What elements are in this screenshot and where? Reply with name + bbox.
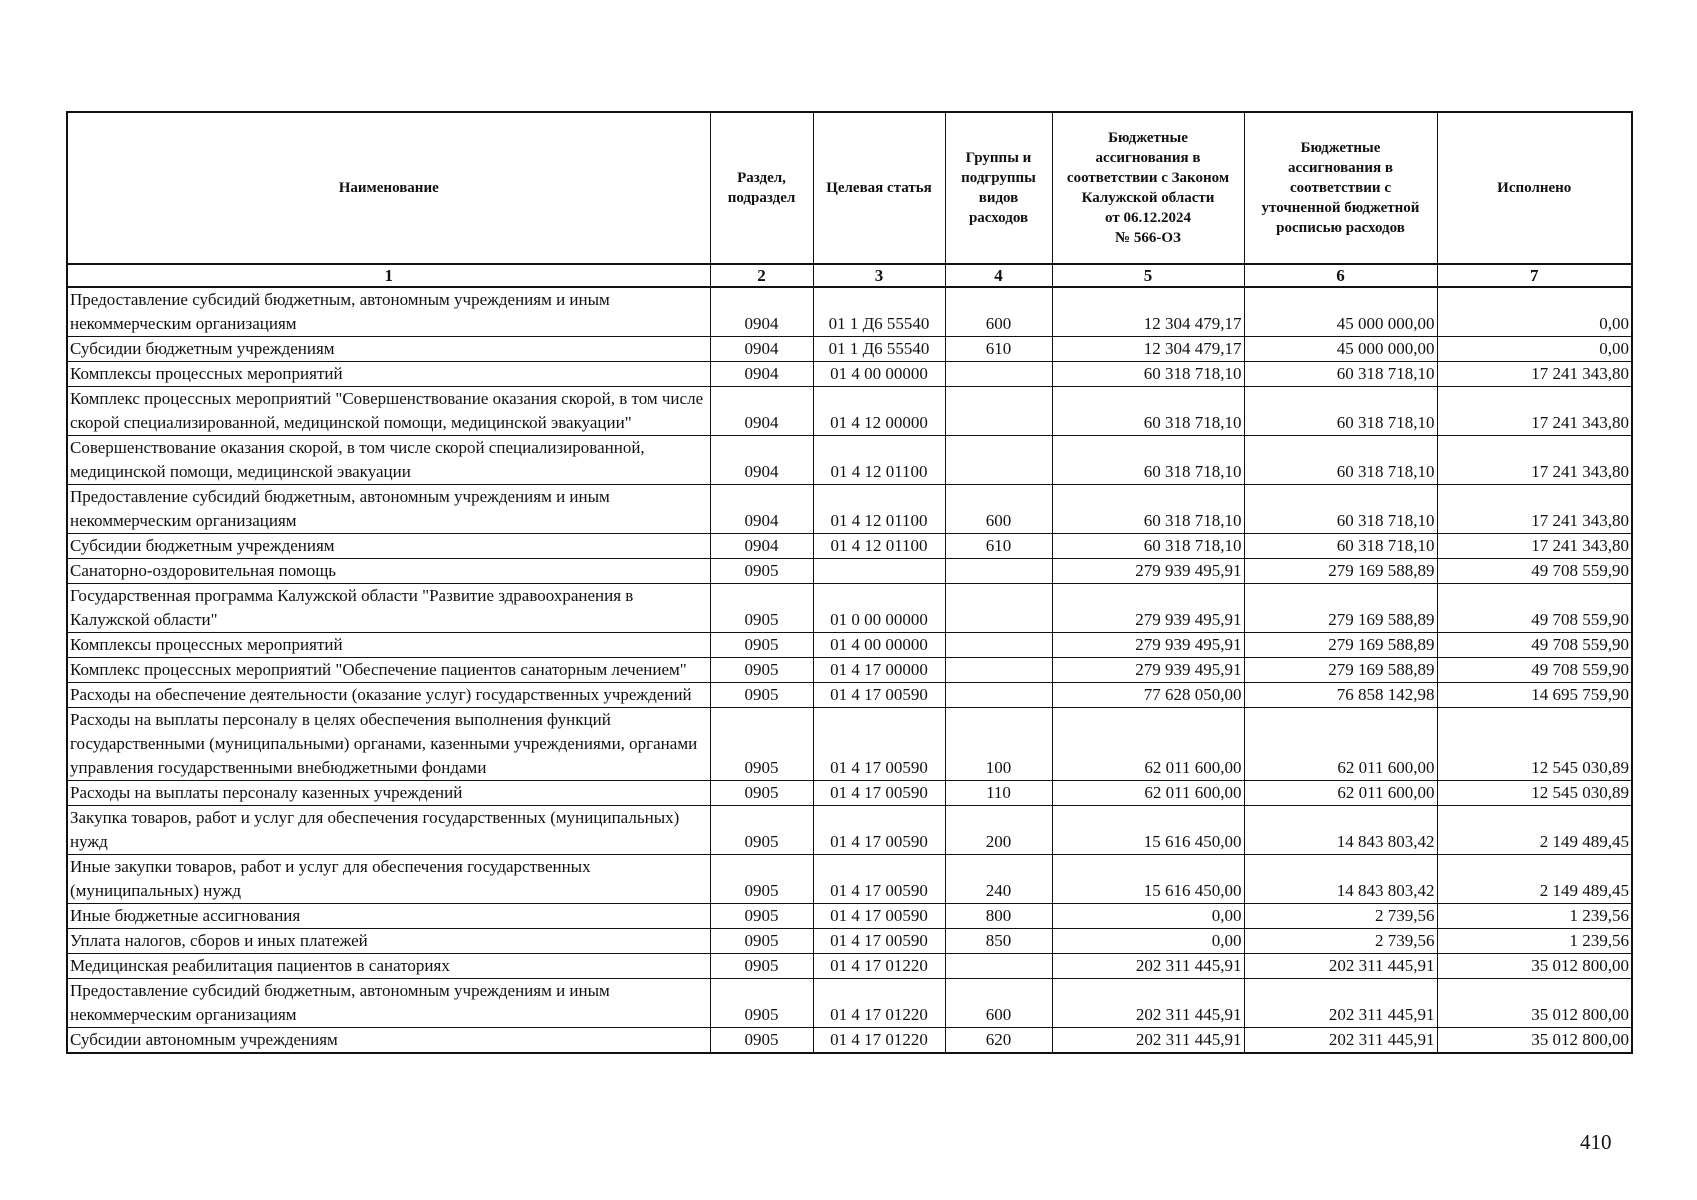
cell-target: 01 4 17 00590 <box>813 855 945 904</box>
cell-law-amount: 279 939 495,91 <box>1052 633 1244 658</box>
cell-executed-amount: 49 708 559,90 <box>1437 584 1632 633</box>
header-refined-line: уточненной бюджетной <box>1261 200 1420 216</box>
cell-group <box>945 954 1052 979</box>
cell-law-amount: 60 318 718,10 <box>1052 362 1244 387</box>
header-groups: Группы и подгруппы видов расходов <box>945 112 1052 264</box>
cell-executed-amount: 2 149 489,45 <box>1437 855 1632 904</box>
table-row <box>67 485 1632 534</box>
header-refined-line: Бюджетные <box>1300 140 1381 156</box>
cell-name: Субсидии бюджетным учреждениям <box>67 534 710 559</box>
cell-refined-amount: 202 311 445,91 <box>1244 954 1437 979</box>
cell-group <box>945 436 1052 485</box>
cell-target: 01 4 12 01100 <box>813 534 945 559</box>
cell-section: 0905 <box>710 658 813 683</box>
cell-group: 800 <box>945 904 1052 929</box>
cell-section: 0905 <box>710 904 813 929</box>
cell-group: 610 <box>945 534 1052 559</box>
cell-target: 01 4 17 01220 <box>813 1028 945 1054</box>
table-row <box>67 979 1632 1028</box>
header-name: Наименование <box>67 112 710 264</box>
column-number: 6 <box>1244 264 1437 287</box>
cell-name: Субсидии автономным учреждениям <box>67 1028 710 1054</box>
table-row <box>67 633 1632 658</box>
cell-refined-amount: 2 739,56 <box>1244 929 1437 954</box>
table-row <box>67 683 1632 708</box>
cell-section: 0904 <box>710 485 813 534</box>
cell-executed-amount: 0,00 <box>1437 287 1632 337</box>
cell-executed-amount: 35 012 800,00 <box>1437 979 1632 1028</box>
cell-law-amount: 279 939 495,91 <box>1052 584 1244 633</box>
cell-law-amount: 202 311 445,91 <box>1052 979 1244 1028</box>
column-number: 4 <box>945 264 1052 287</box>
cell-refined-amount: 60 318 718,10 <box>1244 436 1437 485</box>
cell-executed-amount: 49 708 559,90 <box>1437 559 1632 584</box>
cell-law-amount: 60 318 718,10 <box>1052 485 1244 534</box>
cell-group: 110 <box>945 781 1052 806</box>
cell-name: Закупка товаров, работ и услуг для обеспечения государственных (муниципальных) нужд <box>67 806 710 855</box>
cell-executed-amount: 49 708 559,90 <box>1437 658 1632 683</box>
cell-law-amount: 202 311 445,91 <box>1052 1028 1244 1054</box>
table-row <box>67 362 1632 387</box>
cell-group: 850 <box>945 929 1052 954</box>
cell-law-amount: 60 318 718,10 <box>1052 534 1244 559</box>
header-law-line: от 06.12.2024 <box>1105 210 1191 226</box>
cell-name: Расходы на выплаты персоналу казенных учреждений <box>67 781 710 806</box>
cell-section: 0905 <box>710 559 813 584</box>
header-executed: Исполнено <box>1437 112 1632 264</box>
cell-group: 620 <box>945 1028 1052 1054</box>
cell-section: 0904 <box>710 362 813 387</box>
header-law-line: соответствии с Законом <box>1066 170 1230 186</box>
column-number: 3 <box>813 264 945 287</box>
cell-refined-amount: 279 169 588,89 <box>1244 633 1437 658</box>
cell-group <box>945 633 1052 658</box>
header-row <box>67 112 1632 264</box>
cell-section: 0905 <box>710 633 813 658</box>
cell-group: 600 <box>945 287 1052 337</box>
cell-group <box>945 559 1052 584</box>
cell-name: Предоставление субсидий бюджетным, автономным учреждениям и иным некоммерческим организациям <box>67 287 710 337</box>
cell-target: 01 4 12 01100 <box>813 436 945 485</box>
cell-executed-amount: 17 241 343,80 <box>1437 436 1632 485</box>
cell-name: Комплекс процессных мероприятий "Обеспечение пациентов санаторным лечением" <box>67 658 710 683</box>
cell-refined-amount: 62 011 600,00 <box>1244 781 1437 806</box>
cell-section: 0905 <box>710 979 813 1028</box>
table-row <box>67 708 1632 781</box>
cell-executed-amount: 2 149 489,45 <box>1437 806 1632 855</box>
cell-refined-amount: 202 311 445,91 <box>1244 1028 1437 1054</box>
cell-name: Санаторно-оздоровительная помощь <box>67 559 710 584</box>
cell-refined-amount: 14 843 803,42 <box>1244 806 1437 855</box>
table-row <box>67 559 1632 584</box>
column-number-row <box>67 264 1632 287</box>
cell-name: Комплекс процессных мероприятий "Совершенствование оказания скорой, в том числе скорой специализированной, медицинской помощи, медицинской эвакуации" <box>67 387 710 436</box>
cell-law-amount: 0,00 <box>1052 904 1244 929</box>
cell-name: Комплексы процессных мероприятий <box>67 362 710 387</box>
cell-target: 01 1 Д6 55540 <box>813 287 945 337</box>
cell-law-amount: 15 616 450,00 <box>1052 855 1244 904</box>
cell-section: 0905 <box>710 708 813 781</box>
cell-section: 0904 <box>710 287 813 337</box>
cell-name: Иные закупки товаров, работ и услуг для обеспечения государственных (муниципальных) нужд <box>67 855 710 904</box>
budget-table <box>66 111 1633 1054</box>
cell-executed-amount: 12 545 030,89 <box>1437 781 1632 806</box>
cell-target: 01 4 00 00000 <box>813 633 945 658</box>
cell-section: 0905 <box>710 781 813 806</box>
cell-section: 0905 <box>710 929 813 954</box>
column-number: 5 <box>1052 264 1244 287</box>
header-refined <box>1244 112 1437 264</box>
table-row <box>67 1028 1632 1054</box>
cell-section: 0905 <box>710 584 813 633</box>
cell-group <box>945 362 1052 387</box>
cell-law-amount: 202 311 445,91 <box>1052 954 1244 979</box>
table-row <box>67 584 1632 633</box>
cell-refined-amount: 2 739,56 <box>1244 904 1437 929</box>
cell-target: 01 4 17 00590 <box>813 904 945 929</box>
cell-executed-amount: 17 241 343,80 <box>1437 362 1632 387</box>
header-law-line: № 566-ОЗ <box>1115 230 1181 246</box>
column-number: 7 <box>1437 264 1632 287</box>
header-refined-line: росписью расходов <box>1276 220 1405 236</box>
table-row <box>67 954 1632 979</box>
cell-name: Расходы на обеспечение деятельности (оказание услуг) государственных учреждений <box>67 683 710 708</box>
cell-section: 0905 <box>710 683 813 708</box>
cell-section: 0905 <box>710 855 813 904</box>
header-refined-line: ассигнования в <box>1288 160 1393 176</box>
header-law-line: ассигнования в <box>1095 150 1201 166</box>
cell-name: Комплексы процессных мероприятий <box>67 633 710 658</box>
cell-law-amount: 77 628 050,00 <box>1052 683 1244 708</box>
cell-section: 0904 <box>710 337 813 362</box>
cell-executed-amount: 49 708 559,90 <box>1437 633 1632 658</box>
cell-executed-amount: 0,00 <box>1437 337 1632 362</box>
cell-target: 01 4 17 00590 <box>813 929 945 954</box>
cell-law-amount: 60 318 718,10 <box>1052 436 1244 485</box>
cell-target: 01 0 00 00000 <box>813 584 945 633</box>
cell-target: 01 4 17 00590 <box>813 708 945 781</box>
cell-refined-amount: 45 000 000,00 <box>1244 287 1437 337</box>
cell-law-amount: 0,00 <box>1052 929 1244 954</box>
cell-target: 01 4 17 01220 <box>813 979 945 1028</box>
cell-refined-amount: 14 843 803,42 <box>1244 855 1437 904</box>
page-number: 410 <box>1580 1130 1612 1154</box>
cell-refined-amount: 60 318 718,10 <box>1244 387 1437 436</box>
table-row <box>67 534 1632 559</box>
cell-name: Предоставление субсидий бюджетным, автономным учреждениям и иным некоммерческим организациям <box>67 979 710 1028</box>
cell-law-amount: 62 011 600,00 <box>1052 781 1244 806</box>
cell-refined-amount: 202 311 445,91 <box>1244 979 1437 1028</box>
cell-group: 600 <box>945 485 1052 534</box>
cell-law-amount: 62 011 600,00 <box>1052 708 1244 781</box>
column-number: 1 <box>67 264 710 287</box>
cell-refined-amount: 279 169 588,89 <box>1244 658 1437 683</box>
table-row <box>67 387 1632 436</box>
cell-executed-amount: 1 239,56 <box>1437 904 1632 929</box>
cell-group <box>945 584 1052 633</box>
cell-executed-amount: 12 545 030,89 <box>1437 708 1632 781</box>
cell-executed-amount: 1 239,56 <box>1437 929 1632 954</box>
cell-law-amount: 279 939 495,91 <box>1052 559 1244 584</box>
cell-target: 01 4 17 00590 <box>813 683 945 708</box>
cell-name: Совершенствование оказания скорой, в том числе скорой специализированной, медицинской помощи, медицинской эвакуации <box>67 436 710 485</box>
cell-law-amount: 279 939 495,91 <box>1052 658 1244 683</box>
cell-name: Уплата налогов, сборов и иных платежей <box>67 929 710 954</box>
cell-group: 600 <box>945 979 1052 1028</box>
table-row <box>67 781 1632 806</box>
header-law <box>1052 112 1244 264</box>
table-body <box>67 287 1632 1053</box>
cell-target <box>813 559 945 584</box>
header-law-line: Бюджетные <box>1108 130 1188 146</box>
cell-refined-amount: 279 169 588,89 <box>1244 584 1437 633</box>
cell-group <box>945 683 1052 708</box>
cell-name: Государственная программа Калужской области "Развитие здравоохранения в Калужской области" <box>67 584 710 633</box>
cell-refined-amount: 62 011 600,00 <box>1244 708 1437 781</box>
cell-refined-amount: 279 169 588,89 <box>1244 559 1437 584</box>
cell-executed-amount: 17 241 343,80 <box>1437 387 1632 436</box>
cell-executed-amount: 17 241 343,80 <box>1437 485 1632 534</box>
cell-name: Предоставление субсидий бюджетным, автономным учреждениям и иным некоммерческим организациям <box>67 485 710 534</box>
cell-name: Субсидии бюджетным учреждениям <box>67 337 710 362</box>
cell-section: 0905 <box>710 1028 813 1054</box>
cell-refined-amount: 60 318 718,10 <box>1244 534 1437 559</box>
cell-refined-amount: 60 318 718,10 <box>1244 485 1437 534</box>
table-row <box>67 287 1632 337</box>
cell-target: 01 4 17 00590 <box>813 781 945 806</box>
cell-target: 01 1 Д6 55540 <box>813 337 945 362</box>
header-section: Раздел, подраздел <box>710 112 813 264</box>
cell-target: 01 4 12 01100 <box>813 485 945 534</box>
cell-executed-amount: 35 012 800,00 <box>1437 954 1632 979</box>
table-row <box>67 855 1632 904</box>
cell-law-amount: 60 318 718,10 <box>1052 387 1244 436</box>
header-refined-line: соответствии с <box>1290 180 1391 196</box>
cell-target: 01 4 17 00590 <box>813 806 945 855</box>
cell-target: 01 4 12 00000 <box>813 387 945 436</box>
cell-section: 0905 <box>710 806 813 855</box>
cell-executed-amount: 14 695 759,90 <box>1437 683 1632 708</box>
cell-law-amount: 12 304 479,17 <box>1052 287 1244 337</box>
cell-group: 200 <box>945 806 1052 855</box>
cell-name: Медицинская реабилитация пациентов в санаториях <box>67 954 710 979</box>
cell-group: 240 <box>945 855 1052 904</box>
cell-refined-amount: 76 858 142,98 <box>1244 683 1437 708</box>
cell-refined-amount: 45 000 000,00 <box>1244 337 1437 362</box>
header-target: Целевая статья <box>813 112 945 264</box>
cell-section: 0905 <box>710 954 813 979</box>
cell-refined-amount: 60 318 718,10 <box>1244 362 1437 387</box>
cell-group <box>945 387 1052 436</box>
cell-section: 0904 <box>710 436 813 485</box>
header-law-line: Калужской области <box>1081 190 1215 206</box>
table-row <box>67 929 1632 954</box>
cell-law-amount: 15 616 450,00 <box>1052 806 1244 855</box>
cell-group: 610 <box>945 337 1052 362</box>
table-row <box>67 806 1632 855</box>
cell-target: 01 4 17 01220 <box>813 954 945 979</box>
column-number: 2 <box>710 264 813 287</box>
cell-executed-amount: 17 241 343,80 <box>1437 534 1632 559</box>
table-row <box>67 436 1632 485</box>
table-row <box>67 904 1632 929</box>
cell-name: Иные бюджетные ассигнования <box>67 904 710 929</box>
cell-executed-amount: 35 012 800,00 <box>1437 1028 1632 1054</box>
cell-target: 01 4 00 00000 <box>813 362 945 387</box>
table-row <box>67 337 1632 362</box>
cell-section: 0904 <box>710 534 813 559</box>
cell-law-amount: 12 304 479,17 <box>1052 337 1244 362</box>
cell-group: 100 <box>945 708 1052 781</box>
cell-section: 0904 <box>710 387 813 436</box>
cell-name: Расходы на выплаты персоналу в целях обеспечения выполнения функций государственными (муниципальными) органами, казенными учреждениями, органами управления государственными внебюджетными фондами <box>67 708 710 781</box>
table-row <box>67 658 1632 683</box>
cell-group <box>945 658 1052 683</box>
cell-target: 01 4 17 00000 <box>813 658 945 683</box>
